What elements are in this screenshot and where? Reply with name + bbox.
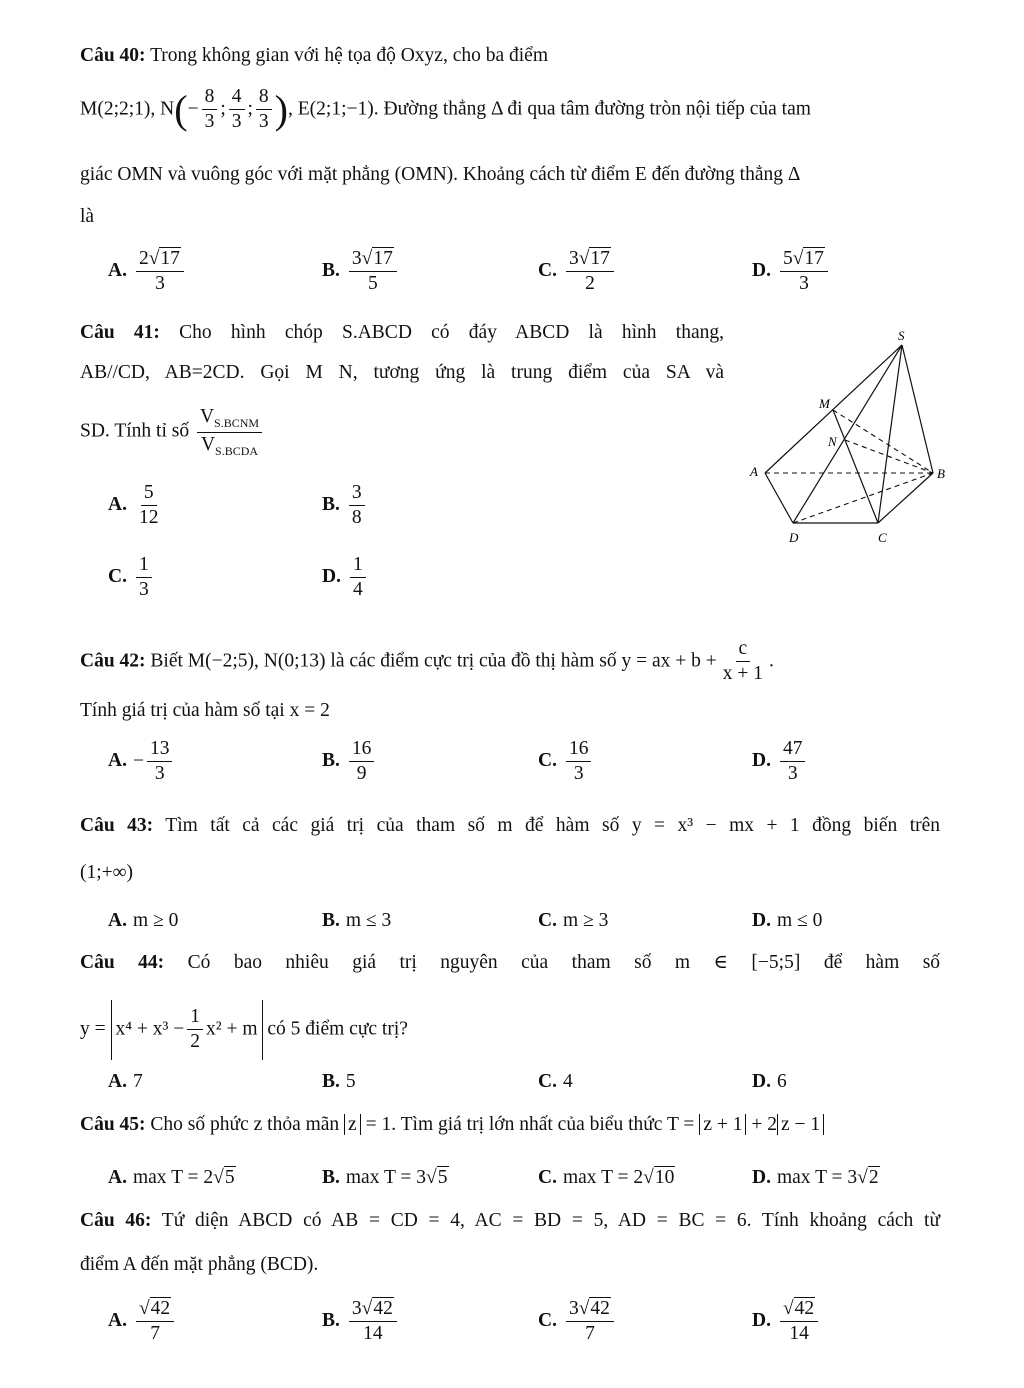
- edge-db: [793, 473, 933, 523]
- q40-option-c[interactable]: C. $\frac{3√17}{2}$: [538, 248, 617, 296]
- q41-option-b[interactable]: B. $\frac{3}{8}$: [322, 482, 368, 530]
- q40-line1: [80, 45, 548, 67]
- q40-text2: Đường thẳng Δ đi qua tâm đường tròn nội tiếp của tam: [383, 98, 811, 120]
- q41-line2: AB//CD, AB=2CD. Gọi M N, tương ứng là trung điểm của SA và: [80, 362, 724, 383]
- label-n: N: [828, 434, 837, 449]
- q46-line1: Câu 46: Tứ diện ABCD có AB = CD = 4, AC = BD = 5, AD = BC = 6. Tính khoảng cách từ: [80, 1210, 941, 1231]
- q41-option-a[interactable]: A. $\frac{5}{12}$: [108, 482, 159, 529]
- q46-option-a[interactable]: A. $\frac{√42}{7}$: [108, 1298, 177, 1346]
- q44-line1: Câu 44: Có bao nhiêu giá trị nguyên của tham số m ∈ [−5;5] để hàm số: [80, 952, 941, 973]
- q40-option-a[interactable]: A. $\frac{2√17}{3}$: [108, 248, 187, 296]
- label-d: D: [789, 530, 799, 545]
- q41-ratio: $\frac{V_{S.BCNM}}{V_{S.BCDA}}$: [197, 406, 262, 458]
- q42-line1: Câu 42: Biết M(−2;5), N(0;13) là các điểm cực trị của đồ thị hàm số y = ax + b + $\frac{c}{x + 1}$ .: [80, 638, 774, 685]
- q45-option-a[interactable]: A. max T = 2√5: [108, 1167, 235, 1188]
- q42-option-d[interactable]: D. $\frac{47}{3}$: [752, 738, 808, 786]
- q46-line2: điểm A đến mặt phẳng (BCD).: [80, 1254, 319, 1275]
- q40-option-d[interactable]: D. $\frac{5√17}{3}$: [752, 248, 831, 296]
- q43-option-a[interactable]: A. m ≥ 0: [108, 910, 179, 931]
- q40-option-b[interactable]: B. $\frac{3√17}{5}$: [322, 248, 400, 296]
- q45-option-d[interactable]: D. max T = 3√2: [752, 1167, 879, 1188]
- q42-option-a[interactable]: A. − $\frac{13}{3}$: [108, 738, 175, 786]
- q40-label: Câu 40:: [80, 45, 146, 66]
- edge-nc: [845, 440, 878, 523]
- edge-cb: [878, 473, 933, 523]
- q40-line2: M(2;2;1), N(− $\frac{8}{3}$ ; $\frac{4}{3}$ ; $\frac{8}{3}$ ), E(2;1;−1). Đường thẳng Δ đi qua tâm đường tròn nội tiếp của tam: [80, 86, 811, 133]
- q42-option-b[interactable]: B. $\frac{16}{9}$: [322, 738, 377, 786]
- q43-option-b[interactable]: B. m ≤ 3: [322, 910, 392, 931]
- q43-label: Câu 43:: [80, 815, 154, 836]
- q45-line1: Câu 45: Cho số phức z thỏa mãn z = 1. Tìm giá trị lớn nhất của biểu thức T = z + 1 + 2 z − 1: [80, 1114, 824, 1136]
- q46-option-d[interactable]: D. $\frac{√42}{14}$: [752, 1298, 821, 1346]
- q46-option-c[interactable]: C. $\frac{3√42}{7}$: [538, 1298, 617, 1346]
- q41-line3: SD. Tính tỉ số $\frac{V_{S.BCNM}}{V_{S.BCDA}}$: [80, 406, 265, 458]
- q46-option-b[interactable]: B. $\frac{3√42}{14}$: [322, 1298, 400, 1346]
- q42-line2: Tính giá trị của hàm số tại x = 2: [80, 700, 330, 721]
- q40-line4: là: [80, 206, 95, 227]
- edge-sd: [793, 345, 902, 523]
- q45-option-b[interactable]: B. max T = 3√5: [322, 1167, 448, 1188]
- q44-option-c[interactable]: C. 4: [538, 1071, 573, 1092]
- q41-label: Câu 41:: [80, 322, 160, 343]
- q45-option-c[interactable]: C. max T = 2√10: [538, 1167, 675, 1188]
- q43-interval: (1;+∞): [80, 862, 134, 883]
- q40-line3: giác OMN và vuông góc với mặt phẳng (OMN). Khoảng cách từ điểm E đến đường thẳng Δ: [80, 164, 801, 185]
- label-a: A: [750, 464, 758, 479]
- q43-option-c[interactable]: C. m ≥ 3: [538, 910, 609, 931]
- q40-text1: Trong không gian với hệ tọa độ Oxyz, cho ba điểm: [150, 45, 548, 66]
- q44-option-a[interactable]: A. 7: [108, 1071, 143, 1092]
- label-b: B: [937, 466, 945, 481]
- q42-option-c[interactable]: C. $\frac{16}{3}$: [538, 738, 594, 786]
- q44-label: Câu 44:: [80, 952, 165, 973]
- q41-option-d[interactable]: D. $\frac{1}{4}$: [322, 554, 369, 602]
- q42-label: Câu 42:: [80, 650, 146, 672]
- q44-line2: y = x⁴ + x³ − $\frac{1}{2}$ x² + m có 5 điểm cực trị?: [80, 1000, 408, 1060]
- edge-ad: [765, 473, 793, 523]
- label-m: M: [819, 396, 830, 411]
- label-c: C: [878, 530, 887, 545]
- q44-option-b[interactable]: B. 5: [322, 1071, 356, 1092]
- q40-point-m: M(2;2;1), N: [80, 98, 175, 120]
- q41-option-c[interactable]: C. $\frac{1}{3}$: [108, 554, 155, 602]
- q44-option-d[interactable]: D. 6: [752, 1071, 787, 1092]
- q43-line1: Câu 43: Tìm tất cả các giá trị của tham số m để hàm số y = x³ − mx + 1 đồng biến trên: [80, 815, 941, 836]
- q41-line1: Câu 41: Cho hình chóp S.ABCD có đáy ABCD là hình thang,: [80, 322, 724, 343]
- q45-label: Câu 45:: [80, 1114, 146, 1135]
- label-s: S: [898, 330, 905, 343]
- edge-sc: [878, 345, 902, 523]
- edge-sb: [902, 345, 933, 473]
- pyramid-figure: [745, 330, 960, 555]
- q46-label: Câu 46:: [80, 1210, 152, 1231]
- q43-option-d[interactable]: D. m ≤ 0: [752, 910, 823, 931]
- q40-point-e: , E(2;1;−1).: [288, 98, 379, 120]
